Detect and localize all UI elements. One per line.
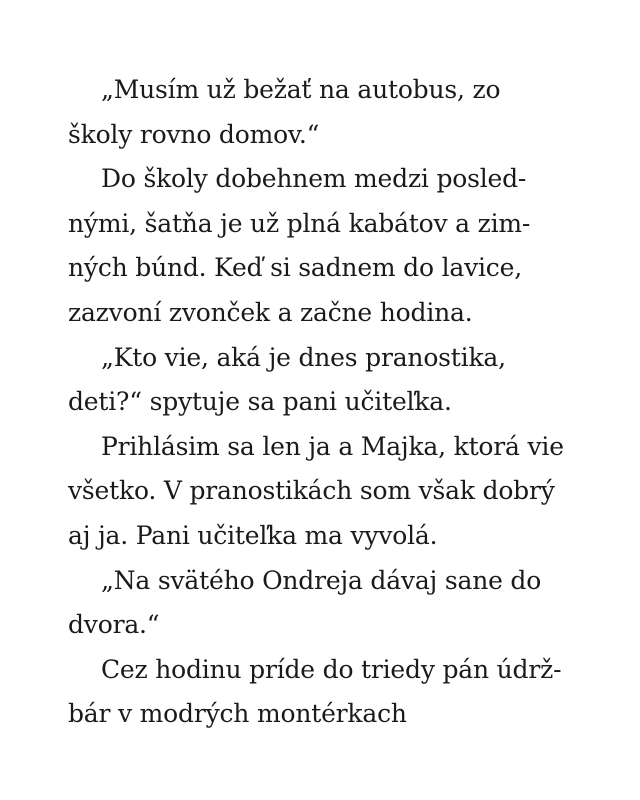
text-line: „Kto vie, aká je dnes pranostika,: [101, 342, 506, 372]
text-line: všetko. V pranostikách som však dobrý: [68, 476, 555, 506]
text-line: Prihlásim sa len ja a Majka, ktorá vie: [101, 431, 564, 461]
text-line: dvora.“: [68, 610, 160, 640]
text-line: nými, šatňa je už plná kabátov a zim-: [68, 208, 531, 238]
text-line: Cez hodinu príde do triedy pán údrž-: [101, 654, 562, 684]
text-line: deti?“ spytuje sa pani učiteľka.: [68, 387, 452, 417]
text-line: Do školy dobehnem medzi posled-: [101, 164, 527, 194]
text-line: aj ja. Pani učiteľka ma vyvolá.: [68, 520, 438, 550]
text-line: bár v modrých montérkach: [68, 699, 407, 729]
text-line: zazvoní zvonček a začne hodina.: [68, 297, 473, 327]
text-line: „Na svätého Ondreja dávaj sane do: [101, 565, 542, 595]
text-line: ných búnd. Keď si sadnem do lavice,: [68, 253, 522, 283]
text-line: školy rovno domov.“: [68, 119, 320, 149]
text-line: „Musím už bežať na autobus, zo: [101, 75, 501, 104]
text-page: [68, 68, 588, 737]
